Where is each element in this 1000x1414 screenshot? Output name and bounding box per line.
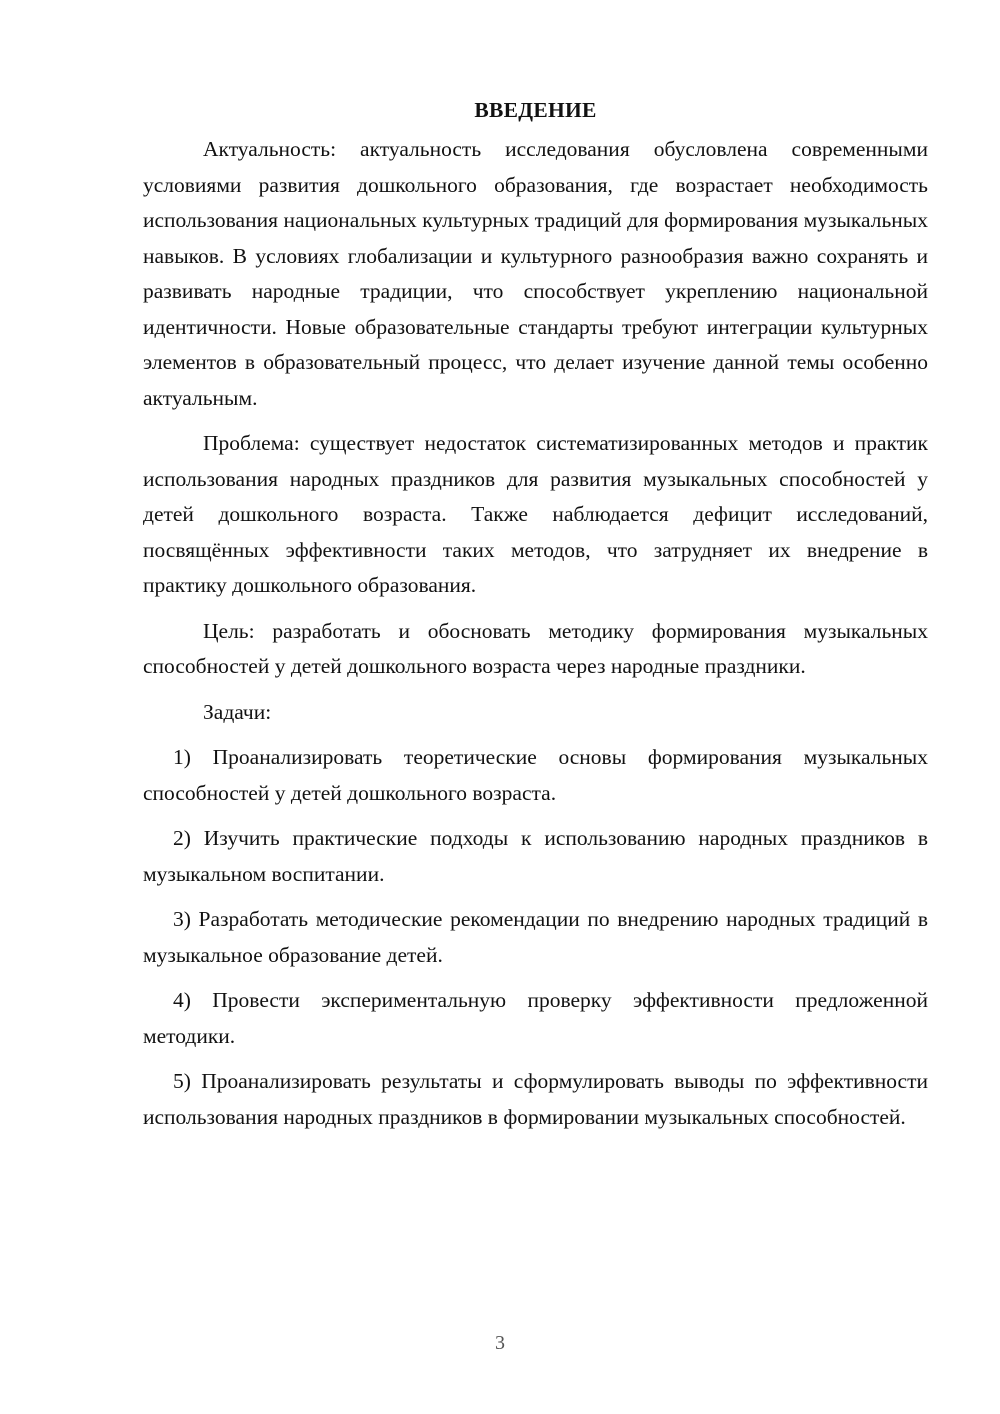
document-page — [143, 92, 928, 1145]
section-title: ВВЕДЕНИЕ — [474, 98, 597, 122]
goal-paragraph: Цель: разработать и обосновать методику формирования музыкальных способностей у детей дошкольного возраста через народные праздники. — [143, 618, 928, 678]
task-item: 1) Проанализировать теоретические основы формирования музыкальных способностей у детей дошкольного возраста. — [143, 745, 928, 805]
task-item: 5) Проанализировать результаты и сформулировать выводы по эффективности использования народных праздников в формировании музыкальных способностей. — [143, 1069, 928, 1129]
tasks-heading: Задачи: — [203, 699, 272, 724]
page-number: 3 — [495, 1332, 505, 1354]
task-item: 4) Провести экспериментальную проверку эффективности предложенной методики. — [143, 988, 928, 1048]
task-item: 2) Изучить практические подходы к использованию народных праздников в музыкальном воспитании. — [143, 826, 928, 886]
task-item: 3) Разработать методические рекомендации по внедрению народных традиций в музыкальное образование детей. — [143, 907, 928, 967]
relevance-paragraph: Актуальность: актуальность исследования обусловлена современными условиями развития дошкольного образования, где возрастает необходимость использования национальных культурных традиций для формирования музыкальных навыков. В условиях глобализации и культурного разнообразия важно сохранять и развивать народные традиции, что способствует укреплению национальной идентичности. Новые образовательные стандарты требуют интеграции культурных элементов в образовательный процесс, что делает изучение данной темы особенно актуальным. — [143, 137, 928, 410]
problem-paragraph: Проблема: существует недостаток систематизированных методов и практик использования народных праздников для развития музыкальных способностей у детей дошкольного возраста. Также наблюдается дефицит исследований, посвящённых эффективности таких методов, что затрудняет их внедрение в практику дошкольного образования. — [143, 431, 928, 597]
